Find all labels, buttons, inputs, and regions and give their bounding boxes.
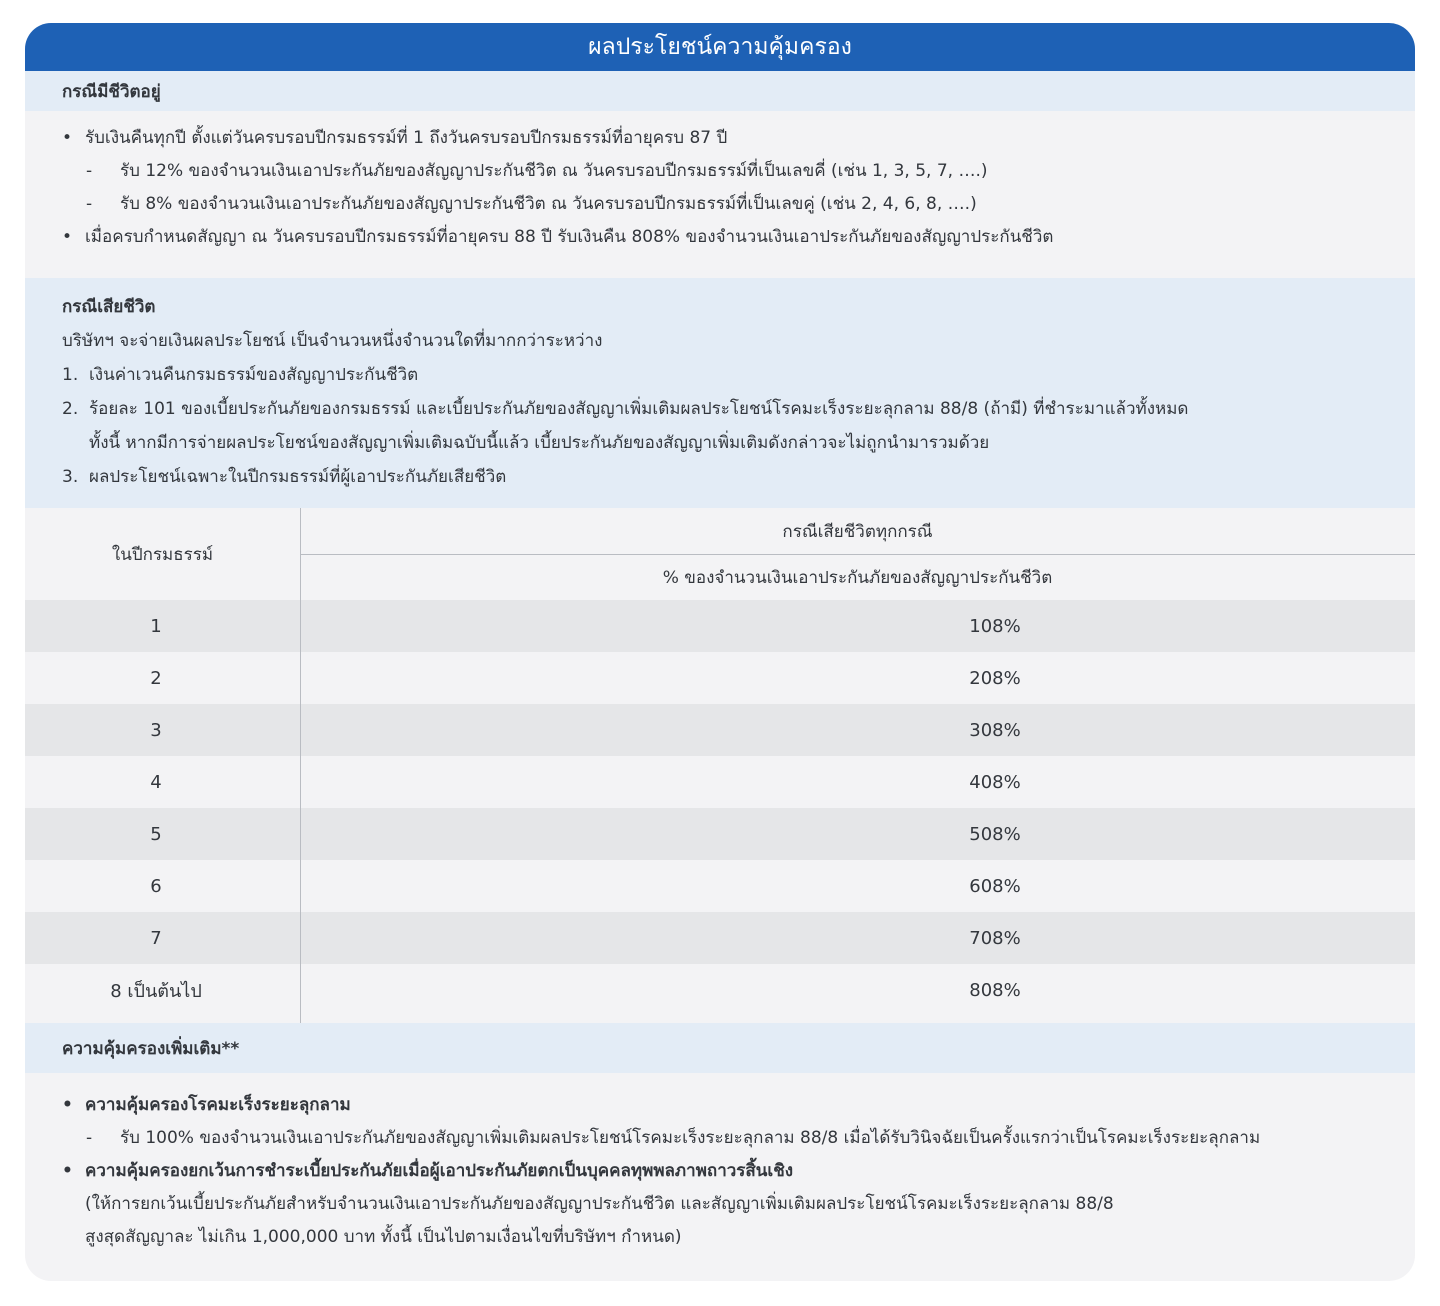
cell-policy-year: 8 เป็นต้นไป — [110, 980, 202, 1002]
table-row — [25, 756, 1415, 808]
cell-percent: 708% — [969, 927, 1021, 949]
cell-percent: 108% — [969, 615, 1021, 637]
cell-policy-year: 5 — [150, 823, 162, 845]
death-item-1-num: 1. — [62, 365, 79, 385]
death-item-3-num: 3. — [62, 467, 79, 487]
page-title: ผลประโยชน์ความคุ้มครอง — [25, 23, 1415, 71]
table-row — [25, 704, 1415, 756]
alive-bullet-1: • รับเงินคืนทุกปี ตั้งแต่วันครบรอบปีกรมธรรม์ที่ 1 ถึงวันครบรอบปีกรมธรรม์ที่อายุครบ 87 ปี — [25, 122, 1415, 155]
col-policy-year: ในปีกรมธรรม์ — [111, 544, 214, 565]
table-divider — [300, 508, 301, 1023]
cell-percent: 408% — [969, 771, 1021, 793]
col-percent-sum-assured: % ของจำนวนเงินเอาประกันภัยของสัญญาประกันชีวิต — [662, 567, 1053, 588]
death-item-1-text: เงินค่าเวนคืนกรมธรรม์ของสัญญาประกันชีวิต — [89, 365, 419, 385]
alive-section — [25, 111, 1415, 278]
table-row — [25, 652, 1415, 704]
cell-percent: 308% — [969, 719, 1021, 741]
benefit-table — [25, 508, 1415, 1023]
extra-section — [25, 1073, 1415, 1254]
table-row — [25, 808, 1415, 860]
col-death-all-cases: กรณีเสียชีวิตทุกกรณี — [300, 508, 1415, 555]
table-row — [25, 860, 1415, 912]
death-item-2-cont: ทั้งนี้ หากมีการจ่ายผลประโยชน์ของสัญญาเพิ่มเติมฉบับนี้แล้ว เบี้ยประกันภัยของสัญญาเพิ่มเติมดังกล่าวจะไม่ถูกนำมารวมด้วย — [89, 433, 990, 453]
alive-sub-2: - รับ 8% ของจำนวนเงินเอาประกันภัยของสัญญาประกันชีวิต ณ วันครบรอบปีกรมธรรม์ที่เป็นเลขคู่ (เช่น 2, 4, 6, 8, ….) — [25, 188, 1415, 221]
extra-bullet-1: • ความคุ้มครองโรคมะเร็งระยะลุกลาม — [25, 1089, 1415, 1122]
cell-percent: 608% — [969, 875, 1021, 897]
cell-policy-year: 6 — [150, 875, 162, 897]
table-row — [25, 600, 1415, 652]
cell-percent: 808% — [969, 979, 1021, 1001]
death-intro: บริษัทฯ จะจ่ายเงินผลประโยชน์ เป็นจำนวนหนึ่งจำนวนใดที่มากกว่าระหว่าง — [62, 331, 603, 351]
cell-policy-year: 7 — [150, 927, 162, 949]
death-section — [25, 278, 1415, 508]
alive-sub-1: - รับ 12% ของจำนวนเงินเอาประกันภัยของสัญญาประกันชีวิต ณ วันครบรอบปีกรมธรรม์ที่เป็นเลขคี่ (เช่น 1, 3, 5, 7, ….) — [25, 155, 1415, 188]
death-item-2-text: ร้อยละ 101 ของเบี้ยประกันภัยของกรมธรรม์ และเบี้ยประกันภัยของสัญญาเพิ่มเติมผลประโยชน์โรคมะเร็งระยะลุกลาม 88/8 (ถ้ามี) ที่ชำระมาแล้วทั้งหมด — [89, 399, 1189, 419]
benefits-card — [25, 23, 1415, 1281]
cell-percent: 208% — [969, 667, 1021, 689]
cell-policy-year: 3 — [150, 719, 162, 741]
alive-heading: กรณีมีชีวิตอยู่ — [25, 71, 1415, 111]
cell-policy-year: 1 — [150, 615, 162, 637]
death-item-1 — [62, 358, 1415, 392]
death-item-3-text: ผลประโยชน์เฉพาะในปีกรมธรรม์ที่ผู้เอาประกันภัยเสียชีวิต — [89, 467, 507, 487]
table-row — [25, 964, 1415, 1016]
table-body — [25, 600, 1415, 1016]
cell-policy-year: 4 — [150, 771, 162, 793]
alive-bullet-2: • เมื่อครบกำหนดสัญญา ณ วันครบรอบปีกรมธรรม์ที่อายุครบ 88 ปี รับเงินคืน 808% ของจำนวนเงินเอาประกันภัยของสัญญาประกันชีวิต — [25, 221, 1415, 254]
extra-para-1: (ให้การยกเว้นเบี้ยประกันภัยสำหรับจำนวนเงินเอาประกันภัยของสัญญาประกันชีวิต และสัญญาเพิ่มเติมผลประโยชน์โรคมะเร็งระยะลุกลาม 88/8 — [85, 1194, 1114, 1214]
extra-heading: ความคุ้มครองเพิ่มเติม** — [25, 1023, 1415, 1073]
table-header — [25, 508, 1415, 600]
extra-sub-1: - รับ 100% ของจำนวนเงินเอาประกันภัยของสัญญาเพิ่มเติมผลประโยชน์โรคมะเร็งระยะลุกลาม 88/8 เมื่อได้รับวินิจฉัยเป็นครั้งแรกว่าเป็นโรคมะเร็งระยะลุกลาม — [25, 1122, 1415, 1155]
extra-para-2: สูงสุดสัญญาละ ไม่เกิน 1,000,000 บาท ทั้งนี้ เป็นไปตามเงื่อนไขที่บริษัทฯ กำหนด) — [85, 1227, 682, 1247]
table-row — [25, 912, 1415, 964]
death-item-2-num: 2. — [62, 399, 79, 419]
cell-policy-year: 2 — [150, 667, 162, 689]
cell-percent: 508% — [969, 823, 1021, 845]
extra-bullet-2: • ความคุ้มครองยกเว้นการชำระเบี้ยประกันภัยเมื่อผู้เอาประกันภัยตกเป็นบุคคลทุพพลภาพถาวรสิ้นเชิง — [25, 1155, 1415, 1188]
death-heading: กรณีเสียชีวิต — [62, 297, 156, 317]
death-item-3 — [62, 460, 1415, 494]
death-item-2 — [62, 392, 1415, 426]
